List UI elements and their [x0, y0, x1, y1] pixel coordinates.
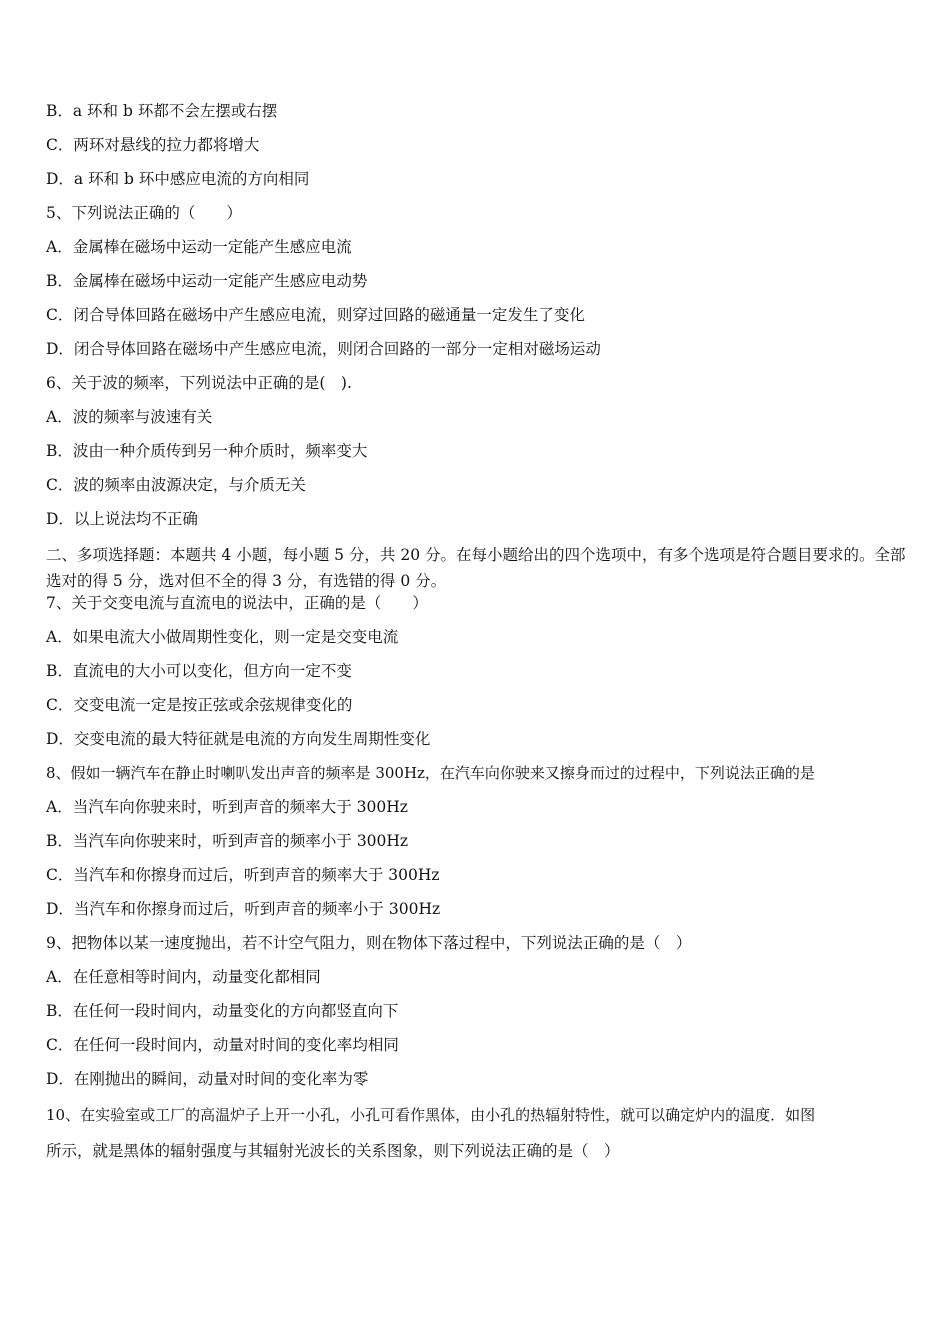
q9-option-c: C．在任何一段时间内，动量对时间的变化率均相同: [46, 1036, 399, 1054]
q8-option-d: D．当汽车和你擦身而过后，听到声音的频率小于 300Hz: [46, 900, 441, 918]
q6-stem: 6、关于波的频率，下列说法中正确的是( ).: [46, 374, 352, 392]
q6-option-d: D．以上说法均不正确: [46, 510, 198, 528]
q5-stem: 5、下列说法正确的（ ）: [46, 204, 242, 222]
q6-option-b: B．波由一种介质传到另一种介质时，频率变大: [46, 442, 368, 460]
q7-stem: 7、关于交变电流与直流电的说法中，正确的是（ ）: [46, 594, 428, 612]
q9-option-a: A．在任意相等时间内，动量变化都相同: [46, 968, 321, 986]
q4-option-b: B．a 环和 b 环都不会左摆或右摆: [46, 102, 278, 120]
q7-option-c: C．交变电流一定是按正弦或余弦规律变化的: [46, 696, 353, 714]
q5-option-d: D．闭合导体回路在磁场中产生感应电流，则闭合回路的一部分一定相对磁场运动: [46, 340, 601, 358]
q10-stem-line-2: 所示，就是黑体的辐射强度与其辐射光波长的关系图象，则下列说法正确的是（ ）: [46, 1142, 620, 1160]
q6-option-a: A．波的频率与波速有关: [46, 408, 213, 426]
q10-stem-line-1: 10、在实验室或工厂的高温炉子上开一小孔，小孔可看作黑体，由小孔的热辐射特性，就可以确定炉内的温度．如图: [46, 1106, 816, 1124]
section-2-heading: 二、多项选择题：本题共 4 小题，每小题 5 分，共 20 分。在每小题给出的四个选项中，有多个选项是符合题目要求的。全部选对的得 5 分，选对但不全的得 3 分，有选错的得 0 分。: [46, 546, 906, 590]
q4-option-d: D．a 环和 b 环中感应电流的方向相同: [46, 170, 310, 188]
q9-option-b: B．在任何一段时间内，动量变化的方向都竖直向下: [46, 1002, 399, 1020]
q7-option-a: A．如果电流大小做周期性变化，则一定是交变电流: [46, 628, 399, 646]
q5-option-a: A．金属棒在磁场中运动一定能产生感应电流: [46, 238, 352, 256]
q8-stem: 8、假如一辆汽车在静止时喇叭发出声音的频率是 300Hz，在汽车向你驶来又擦身而过的过程中，下列说法正确的是: [46, 764, 815, 782]
q5-option-c: C．闭合导体回路在磁场中产生感应电流，则穿过回路的磁通量一定发生了变化: [46, 306, 585, 324]
q8-option-b: B．当汽车向你驶来时，听到声音的频率小于 300Hz: [46, 832, 409, 850]
q8-option-a: A．当汽车向你驶来时，听到声音的频率大于 300Hz: [46, 798, 408, 816]
q5-option-b: B．金属棒在磁场中运动一定能产生感应电动势: [46, 272, 368, 290]
q7-option-d: D．交变电流的最大特征就是电流的方向发生周期性变化: [46, 730, 431, 748]
q6-option-c: C．波的频率由波源决定，与介质无关: [46, 476, 306, 494]
q8-option-c: C．当汽车和你擦身而过后，听到声音的频率大于 300Hz: [46, 866, 440, 884]
q7-option-b: B．直流电的大小可以变化，但方向一定不变: [46, 662, 352, 680]
q9-option-d: D．在刚抛出的瞬间，动量对时间的变化率为零: [46, 1070, 369, 1088]
q9-stem: 9、把物体以某一速度抛出，若不计空气阻力，则在物体下落过程中，下列说法正确的是（ ）: [46, 934, 692, 952]
q4-option-c: C．两环对悬线的拉力都将增大: [46, 136, 260, 154]
